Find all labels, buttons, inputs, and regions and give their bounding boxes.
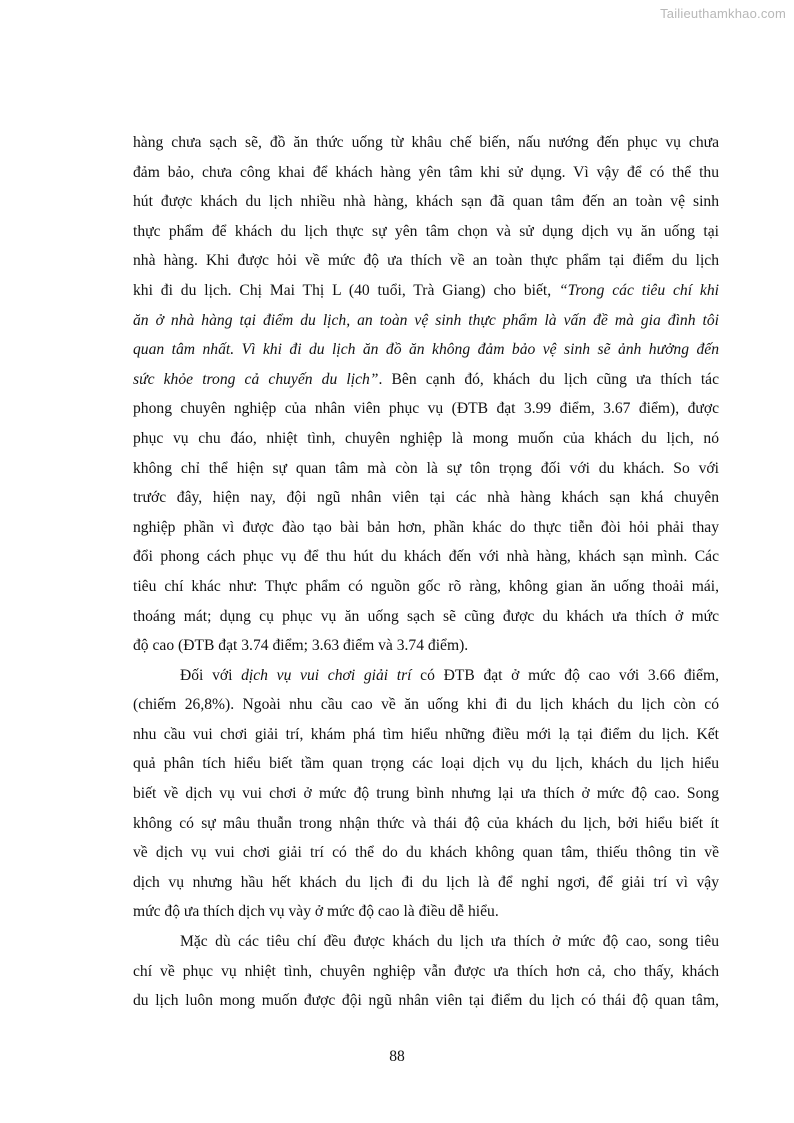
text-line: du lịch luôn mong muốn được đội ngũ nhân viên tại điểm du lịch có thái độ quan tâm, [133,992,719,1010]
text-span: . Bên cạnh đó, khách du lịch cũng ưa thích tác [378,370,719,388]
text-line: quả phân tích hiểu biết tầm quan trọng các loại dịch vụ du lịch, khách du lịch hiểu [133,755,719,773]
text-line: thực phẩm để khách du lịch thực sự yên tâm chọn và sử dụng dịch vụ ăn uống tại [133,222,719,240]
text-line: (chiếm 26,8%). Ngoài nhu cầu cao về ăn uống khi đi du lịch khách du lịch còn có [133,696,719,714]
text-line: đảm bảo, chưa công khai để khách hàng yên tâm khi sử dụng. Vì vậy để có thể thu [133,163,719,181]
watermark: Tailieuthamkhao.com [660,6,786,21]
text-span: khi đi du lịch. Chị Mai Thị L (40 tuổi, Trà Giang) cho biết, [133,281,559,299]
text-line [133,335,719,365]
text-line: độ cao (ĐTB đạt 3.74 điểm; 3.63 điểm và 3.74 điểm). [133,637,469,655]
emphasis-text: dịch vụ vui chơi giải trí [241,666,412,684]
text-line: phục vụ chu đáo, nhiệt tình, chuyên nghiệp là mong muốn của khách du lịch, nó [133,429,719,447]
paragraph-3 [133,927,719,1016]
text-line: trước đây, hiện nay, đội ngũ nhân viên tại các nhà hàng khách sạn khá chuyên [133,489,719,507]
text-line: về dịch vụ vui chơi giải trí có thể do du khách không quan tâm, thiếu thông tin về [133,844,719,862]
text-line: hút được khách du lịch nhiều nhà hàng, khách sạn đã quan tâm đến an toàn vệ sinh [133,193,719,211]
text-line [133,306,719,336]
page-body [133,128,719,1016]
text-line: nghiệp phần vì được đào tạo bài bản hơn, phần khác do thực tiễn đòi hỏi phải thay [133,518,719,536]
text-line: phong chuyên nghiệp của nhân viên phục vụ (ĐTB đạt 3.99 điểm, 3.67 điểm), được [133,400,719,418]
text-line [133,276,719,306]
page-number: 88 [389,1048,405,1065]
text-line: Mặc dù các tiêu chí đều được khách du lịch ưa thích ở mức độ cao, song tiêu [180,933,719,951]
text-line: nhà hàng. Khi được hỏi về mức độ ưa thích về an toàn thực phẩm tại điểm du lịch [133,252,719,270]
text-line: thoáng mát; dụng cụ phục vụ ăn uống sạch sẽ cũng được du khách ưa thích ở mức [133,607,719,625]
text-line: nhu cầu vui chơi giải trí, khám phá tìm hiểu những điều mới lạ tại điểm du lịch. Kết [133,725,719,743]
text-line: tiêu chí khác như: Thực phẩm có nguồn gốc rõ ràng, không gian ăn uống thoải mái, [133,577,719,595]
text-line: không có sự mâu thuẫn trong nhận thức và thái độ của khách du lịch, bởi hiểu biết ít [133,814,719,832]
text-span: có ĐTB đạt ở mức độ cao với 3.66 điểm, [411,666,719,684]
quote-text: sức khỏe trong cả chuyến du lịch” [133,370,379,388]
text-line: mức độ ưa thích dịch vụ vày ở mức độ cao là điều dễ hiểu. [133,903,499,921]
text-span: Đối với [180,666,242,684]
paragraph-2 [133,661,719,927]
text-line: hàng chưa sạch sẽ, đồ ăn thức uống từ khâu chế biến, nấu nướng đến phục vụ chưa [133,134,719,151]
quote-text: ăn ở nhà hàng tại điểm du lịch, an toàn vệ sinh thực phẩm là vấn đề mà gia đình tôi [133,311,719,329]
text-line: không chỉ thể hiện sự quan tâm mà còn là sự tôn trọng đối với du khách. So với [133,459,719,477]
text-line: dịch vụ nhưng hầu hết khách du lịch đi du lịch là để nghỉ ngơi, để giải trí vì vậy [133,873,719,891]
text-line [133,661,719,691]
text-line: biết về dịch vụ vui chơi ở mức độ trung bình nhưng lại ưa thích ở mức độ cao. Song [133,785,719,803]
text-line: đổi phong cách phục vụ để thu hút du khách đến với nhà hàng, khách sạn mình. Các [133,548,719,566]
text-line [133,365,719,395]
quote-text: quan tâm nhất. Vì khi đi du lịch ăn đồ ăn không đảm bảo vệ sinh sẽ ảnh hưởng đến [133,341,719,359]
quote-text: “Trong các tiêu chí khi [559,281,719,299]
text-line: chí về phục vụ nhiệt tình, chuyên nghiệp vẫn được ưa thích hơn cả, cho thấy, khách [133,962,719,980]
paragraph-1 [133,128,719,661]
